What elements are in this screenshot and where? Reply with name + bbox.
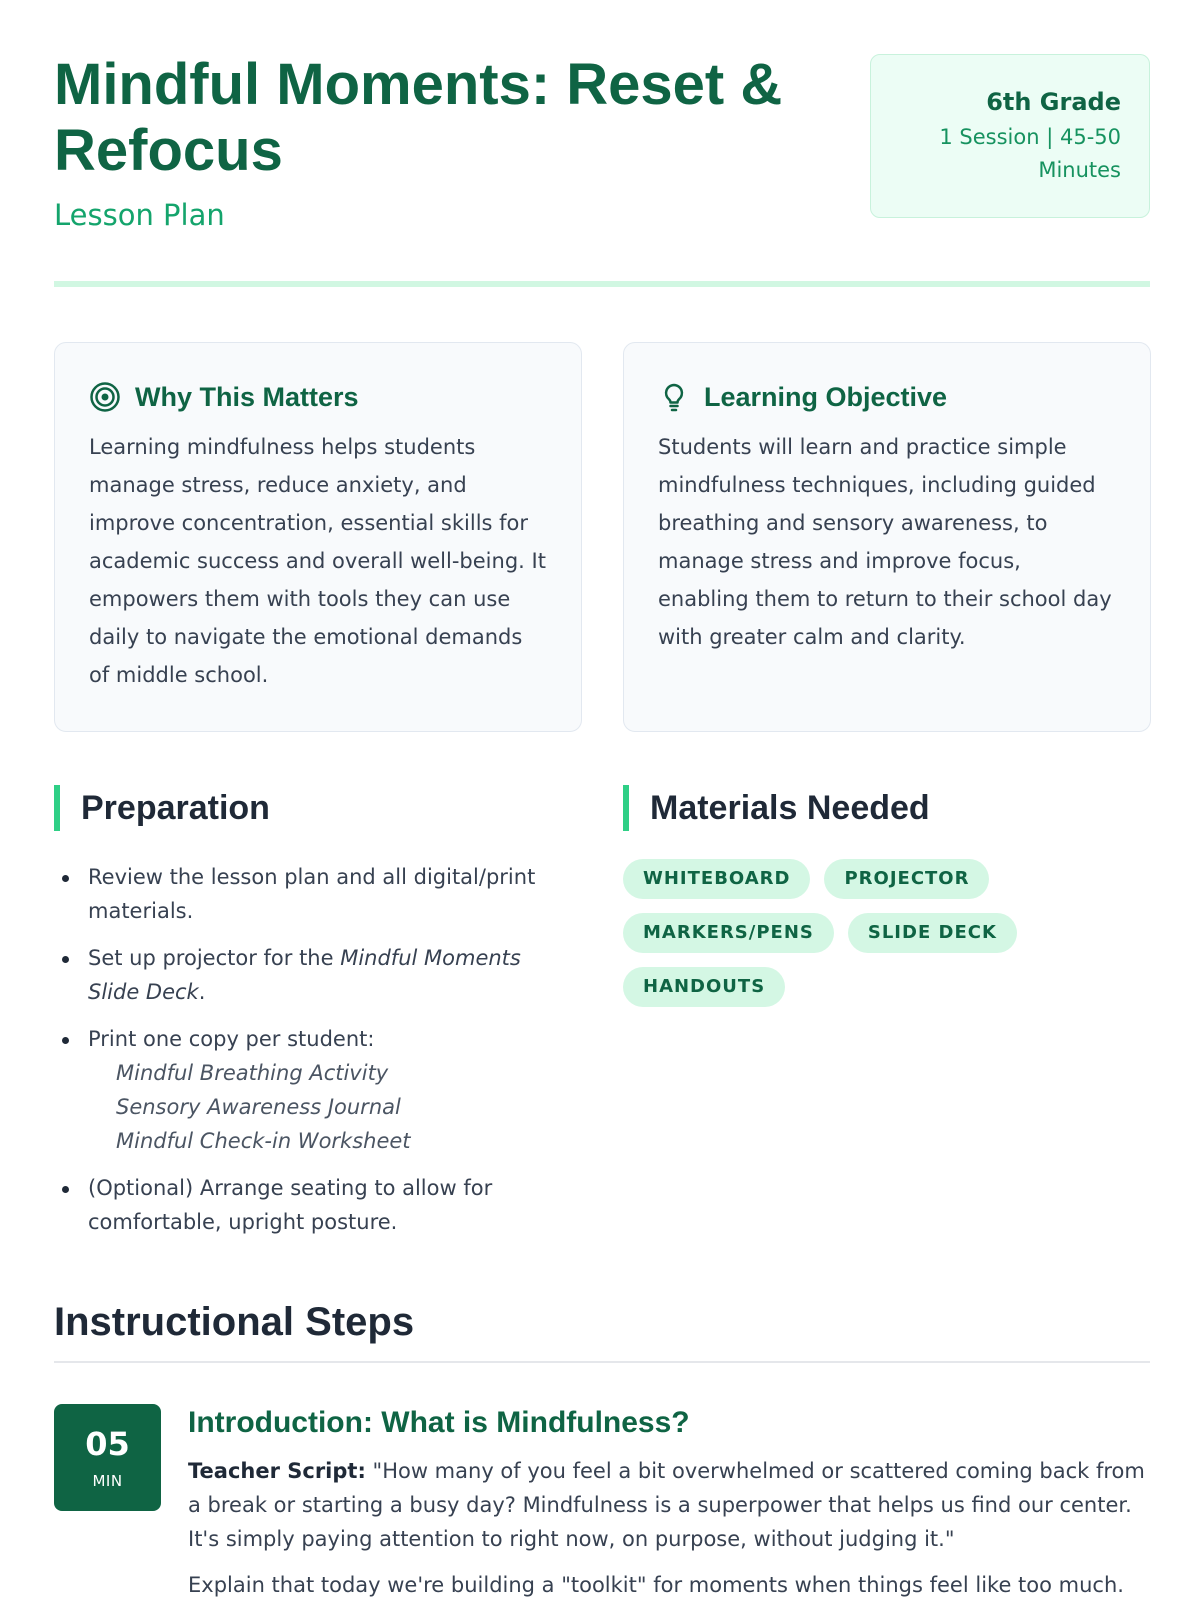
- step-duration-badge: [54, 1404, 161, 1511]
- material-tag: HANDOUTS: [623, 967, 785, 1007]
- instructional-steps-heading: Instructional Steps: [54, 1300, 415, 1344]
- material-tag: MARKERS/PENS: [623, 913, 834, 953]
- learning-objective-card: [623, 342, 1151, 732]
- material-tag: PROJECTOR: [824, 859, 989, 899]
- handout-name: Mindful Check-in Worksheet: [116, 1129, 411, 1153]
- step-instruction: Explain that today we're building a "toolkit" for moments when things feel like too much.: [188, 1573, 1124, 1597]
- teacher-script: Teacher Script: "How many of you feel a bit overwhelmed or scattered coming back from a break or starting a busy day? Mindfulness is a superpower that helps us find our center. It's simply paying attention to right now, on purpose, without judging it.": [188, 1459, 1145, 1551]
- why-this-matters-card: [54, 342, 582, 732]
- handout-name: Sensory Awareness Journal: [116, 1095, 401, 1119]
- card-title: Why This Matters: [135, 381, 359, 412]
- preparation-list: [54, 860, 554, 1252]
- list-item: Review the lesson plan and all digital/print materials.: [54, 860, 554, 928]
- grade-info-card: [870, 54, 1150, 218]
- list-item: Print one copy per student: Mindful Breathing Activity Sensory Awareness Journal Mindful Check-in Worksheet: [54, 1022, 554, 1158]
- page-title: Mindful Moments: Reset & Refocus: [54, 52, 783, 183]
- list-item: (Optional) Arrange seating to allow for comfortable, upright posture.: [54, 1171, 554, 1239]
- lightbulb-icon: [658, 381, 690, 413]
- slide-deck-title: Mindful Moments Slide Deck: [88, 946, 521, 1004]
- section-divider: [54, 1361, 1150, 1363]
- step-minutes-unit: MIN: [92, 1472, 123, 1490]
- list-item: Set up projector for the Mindful Moments Slide Deck.: [54, 941, 554, 1009]
- card-body: Students will learn and practice simple mindfulness techniques, including guided breathing and sensory awareness, to manage stress and improve focus, enabling them to return to their school day with greater calm and clarity.: [658, 435, 1112, 649]
- card-body: Learning mindfulness helps students manage stress, reduce anxiety, and improve concentration, essential skills for academic success and overall well-being. It empowers them with tools they can use daily to navigate the emotional demands of middle school.: [89, 435, 546, 687]
- material-tag: WHITEBOARD: [623, 859, 810, 899]
- material-tag: SLIDE DECK: [848, 913, 1017, 953]
- target-icon: [89, 381, 121, 413]
- session-duration: 1 Session | 45-50 Minutes: [939, 125, 1121, 182]
- lesson-header: [54, 52, 1150, 232]
- script-label: Teacher Script:: [188, 1459, 366, 1483]
- page-subtitle: Lesson Plan: [54, 198, 225, 232]
- step-title: Introduction: What is Mindfulness?: [188, 1406, 690, 1439]
- header-divider: [54, 281, 1150, 287]
- preparation-heading: Preparation: [54, 785, 270, 831]
- card-title: Learning Objective: [704, 381, 948, 412]
- handout-name: Mindful Breathing Activity: [116, 1061, 389, 1085]
- materials-heading: Materials Needed: [623, 785, 930, 831]
- materials-tags: [623, 859, 1143, 1007]
- grade-level: 6th Grade: [986, 88, 1121, 116]
- step-minutes: 05: [85, 1425, 130, 1463]
